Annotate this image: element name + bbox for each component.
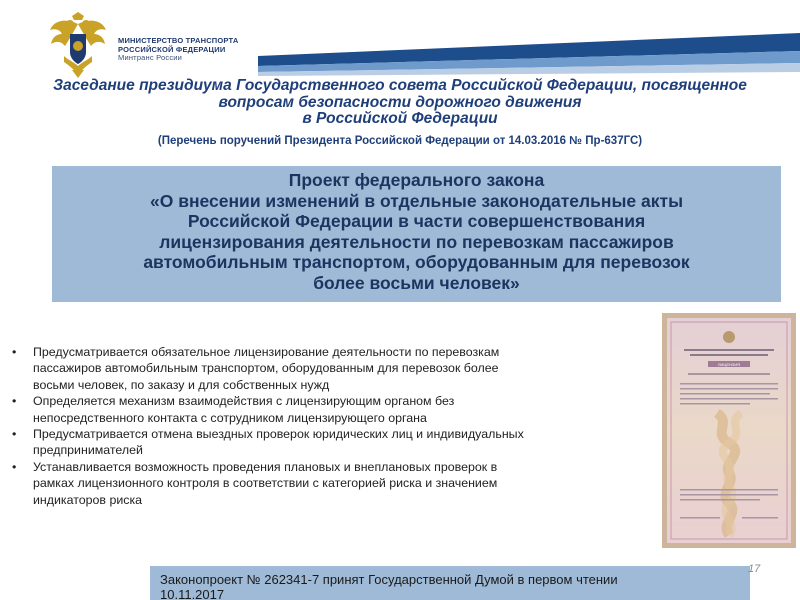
law-box-line: лицензирования деятельности по перевозкам пассажиров (159, 231, 674, 252)
ministry-logo-text (118, 37, 238, 63)
list-item-line: Определяется механизм взаимодействия с лицензирующим органом без (33, 394, 455, 409)
page-number: 17 (748, 563, 761, 575)
list-item (12, 393, 662, 426)
slide-title (0, 78, 800, 149)
law-box-line: автомобильным транспортом, оборудованным для перевозок (143, 252, 690, 273)
footer-note-line1: Законопроект № 262341-7 принят Государственной Думой в первом чтении (160, 572, 618, 587)
bullet-icon: • (12, 459, 17, 474)
ministry-short-name: Минтранс России (118, 53, 183, 63)
bullet-list (12, 344, 662, 508)
certificate-heading: ЛИЦЕНЗИЯ (717, 362, 741, 367)
title-subtitle: (Перечень поручений Президента Российской Федерации от 14.03.2016 № Пр-637ГС) (157, 134, 643, 147)
ministry-name-line1: МИНИСТЕРСТВО ТРАНСПОРТА (118, 36, 239, 45)
footer-note-line2: 10.11.2017 (160, 587, 225, 600)
ministry-name-line2: РОССИЙСКОЙ ФЕДЕРАЦИИ (118, 44, 226, 54)
bullet-icon: • (12, 345, 17, 359)
license-certificate-image (662, 313, 796, 548)
title-line-2: вопросам безопасности дорожного движения (218, 93, 582, 111)
bullet-icon: • (12, 427, 17, 442)
list-item-line: непосредственного контакта с сотрудником лицензирующего органа (33, 410, 427, 425)
law-project-box (52, 166, 781, 302)
footer-note (150, 566, 750, 600)
list-item-line: восьми человек, по заказу и для собственных нужд (33, 377, 330, 392)
list-item (12, 344, 662, 393)
list-item-line: предпринимателей (33, 443, 143, 458)
list-item-line: Устанавливается возможность проведения плановых и внеплановых проверок в (33, 459, 498, 474)
double-headed-eagle-icon (48, 12, 108, 78)
law-box-line: Проект федерального закона (288, 170, 545, 190)
law-box-line: «О внесении изменений в отдельные законодательные акты (149, 190, 684, 211)
list-item (12, 459, 662, 508)
list-item-line: Предусматривается отмена выездных проверок юридических лиц и индивидуальных (33, 427, 524, 442)
bullet-icon: • (12, 394, 17, 409)
law-box-line: более восьми человек» (313, 272, 520, 293)
law-box-line: Российской Федерации в части совершенствования (187, 211, 646, 232)
list-item-line: индикаторов риска (33, 492, 143, 507)
slide-header (0, 0, 800, 80)
list-item (12, 426, 662, 459)
list-item-line: рамках лицензионного контроля в соответствии с категорией риска и значением (33, 476, 498, 491)
title-line-1: Заседание президиума Государственного совета Российской Федерации, посвященное (53, 77, 747, 94)
list-item-line: пассажиров автомобильным транспортом, оборудованным для перевозок более (33, 361, 499, 376)
title-line-3: в Российской Федерации (302, 110, 498, 127)
list-item-line: Предусматривается обязательное лицензирование деятельности по перевозкам (33, 345, 500, 359)
